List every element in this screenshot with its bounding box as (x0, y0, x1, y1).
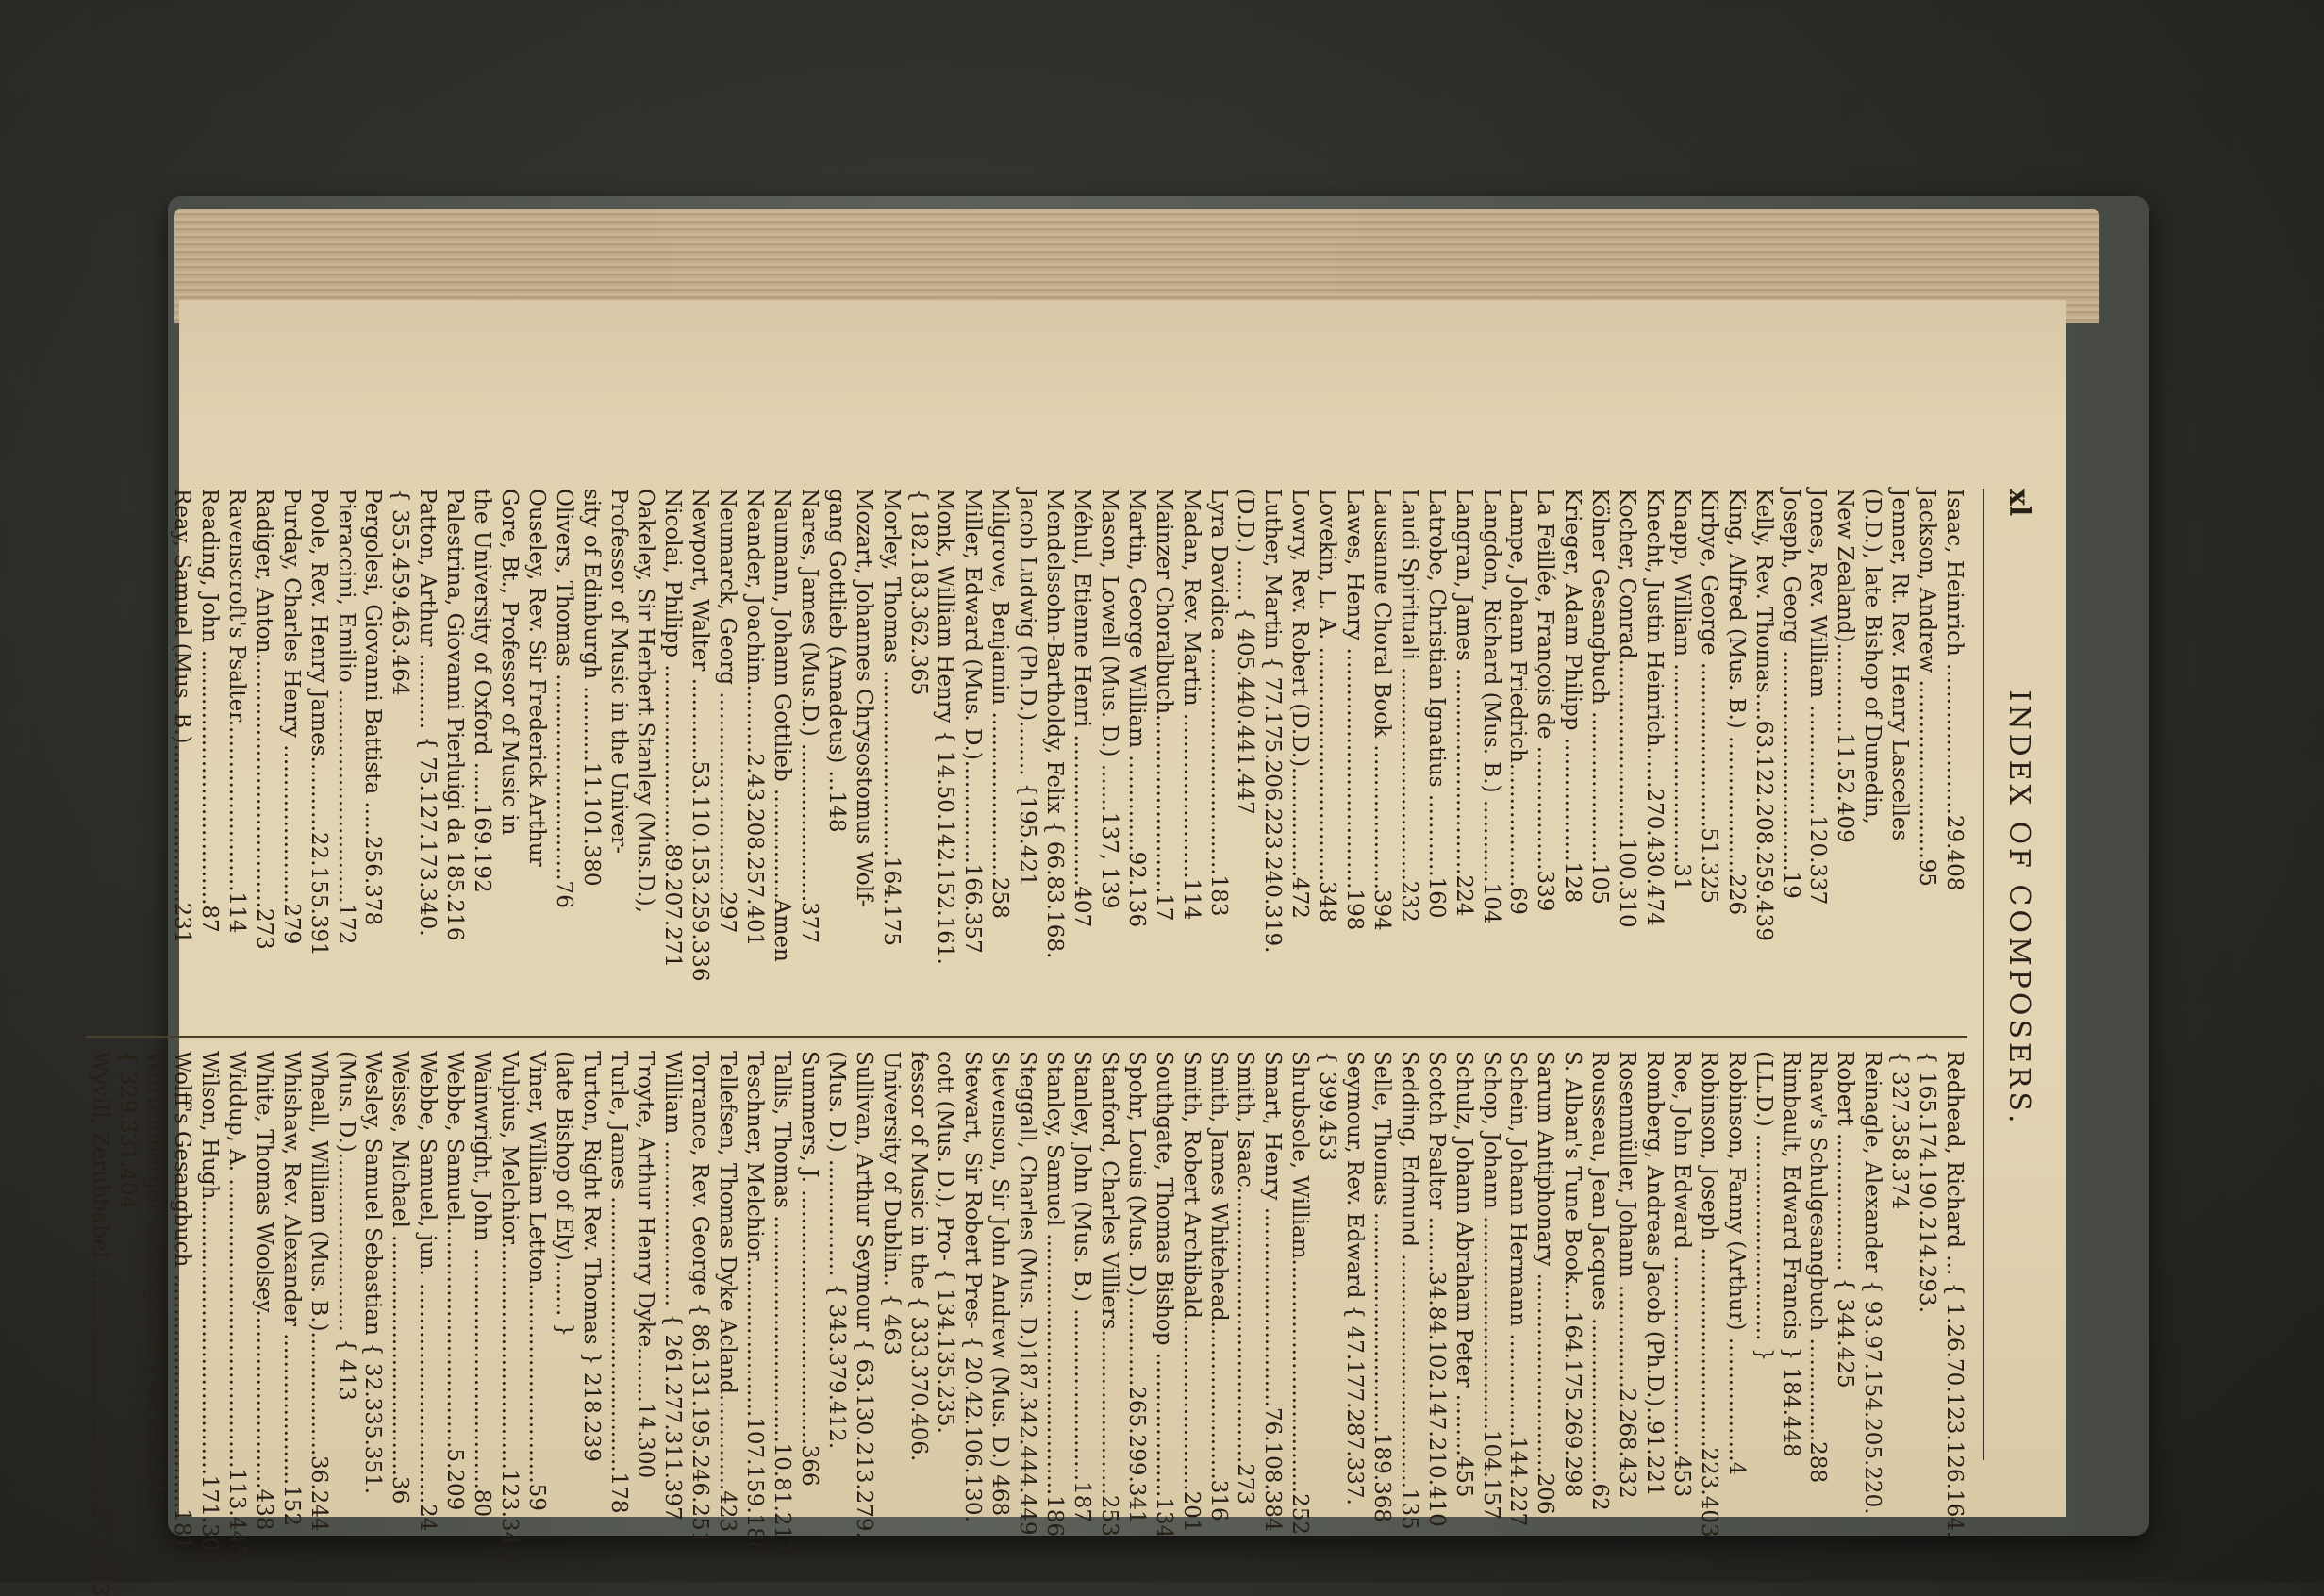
index-entry: Jackson, Andrew ..........................95 (1915, 489, 1940, 887)
index-entry: Whishaw, Rev. Alexander ......................152 (278, 1051, 304, 1526)
index-entry: gang Gottlieb (Amadeus) ...148 (823, 489, 849, 833)
book-page (88, 300, 2066, 1596)
index-entry: Nares, James (Mus.D.) .......................377 (796, 489, 822, 944)
index-entry: Reading, John .....................................87 (197, 489, 222, 933)
index-entry: Stevenson, Sir John Andrew (Mus. D.) 468 (988, 1051, 1013, 1517)
index-entry: Jenner, Rt. Rev. Henry Lascelles (1887, 489, 1913, 841)
index-entry: Southgate, Thomas Bishop .....................134 (1151, 1051, 1176, 1539)
index-entry: fessor of Music in the { 333.370.406. (905, 1051, 931, 1462)
index-entry: Viner, William Letton.............................59 (523, 1051, 549, 1511)
index-entry: cott (Mus. D.), Pro- { 134.135.235. (933, 1051, 958, 1434)
index-entry: Neander, Joachim..........2.43.208.257.401 (742, 489, 768, 947)
index-entry: Robert .................... { 344.425 (1833, 1051, 1858, 1388)
index-entry: Knapp, William .............................31 (1668, 489, 1694, 891)
index-entry: Tellefsen, Thomas Dyke Acland..............423 (715, 1051, 740, 1533)
page-number: xl (2002, 489, 2035, 517)
index-entry: Oakeley, Sir Herbert Stanley (Mus.D.), (633, 489, 658, 914)
index-entry: Ravenscroft's Psalter.........................114 (224, 489, 249, 934)
index-entry: Reay, Samuel (Mus. B.).......................231 (170, 489, 195, 944)
index-entry: { 182.183.362.365 (905, 489, 931, 696)
index-entry: Wesley, Samuel Sebastian { 32.335.351. (360, 1051, 386, 1495)
index-entry: White, Thomas Woolsey..........................438 (251, 1051, 276, 1531)
index-entry: King, Alfred (Mus. B.) ....................226 (1723, 489, 1749, 916)
index-entry: Latrobe, Christian Ignatius ............160 (1423, 489, 1449, 919)
index-entry: S. Alban's Tune Book....164.175.269.298 (1560, 1051, 1585, 1498)
index-entry: Pergolesi, Giovanni Battista .....256.378 (360, 489, 386, 926)
index-entry: University of Dublin.. { 463 (878, 1051, 904, 1355)
index-entry: Rimbault, Edward Francis } 184.448 (1778, 1051, 1803, 1457)
right-index-column (86, 1036, 1967, 1596)
index-entry: Rousseau, Jean Jacques ........................62 (1587, 1051, 1613, 1511)
index-entry: Teschner, Melchior.......................107.159.188 (742, 1051, 768, 1555)
index-entry: Morley, Thomas ...........................164.175 (878, 489, 904, 947)
index-entry: Smart, Henry .............................76.108.384 (1260, 1051, 1286, 1532)
index-entry: (Mus. D.).......................... { 413 (333, 1051, 358, 1401)
index-entry: Newport, Walter ............53.110.153.259.336 (688, 489, 713, 982)
index-entry: Wyvill, Zerubbabel ...................................373.433 (88, 1051, 113, 1596)
index-entry: Lovekin, L. A. ..................................348 (1315, 489, 1340, 923)
index-entry: Professor of Music in the Univer- (606, 489, 631, 854)
index-entry: { 165.174.190.214.293. (1915, 1051, 1940, 1313)
index-entry: Robinson, Joseph .............................223.403 (1696, 1051, 1721, 1538)
index-entry: Martin, George William ..............92.136 (1123, 489, 1149, 928)
index-entry: Schulz, Johann Abraham Peter .........455 (1451, 1051, 1476, 1498)
index-entry: Méhul, Etienne Henri ......................407 (1070, 489, 1094, 928)
index-entry: Shrubsole, William..................................252 (1287, 1051, 1313, 1535)
index-entry: William ........................ { 261.277.311.397 (660, 1051, 686, 1521)
index-entry: Reinagle, Alexander { 93.97.154.205.220. (1860, 1051, 1885, 1515)
index-entry: Wilson, Hugh........................................171.303 (197, 1051, 222, 1565)
index-entry: Kölner Gesangbuch ......................105 (1587, 489, 1613, 905)
index-entry: Rhaw's Schulgesangbuch ...............288 (1805, 1051, 1831, 1484)
index-entry: Wheall, William (Mus. B.)..................36.244 (306, 1051, 331, 1532)
index-entry: Poole, Rev. Henry James...........22.155.391 (306, 489, 331, 956)
index-entry: Nicolai, Philipp ..........................89.207.271 (660, 489, 686, 969)
left-index-column (168, 489, 1967, 1017)
index-entry: Luther, Martin { 77.175.206.223.240.319. (1260, 489, 1286, 954)
index-entry: Stanley, Samuel ......................................186 (1042, 1051, 1068, 1538)
index-entry: Naumann, Johann Gottlieb ................Amen (770, 489, 795, 962)
index-entry: Gore, Bt., Professor of Music in (496, 489, 522, 836)
index-entry: Smith, Robert Archibald.........................201 (1178, 1051, 1204, 1533)
index-entry: Mason, Lowell (Mus. D.) .......137, 139 (1096, 489, 1121, 909)
index-entry: Kocher, Conrad..........................100.310 (1615, 489, 1640, 928)
index-entry: Jacob Ludwig (Ph.D.)........ {195.421 (1015, 489, 1040, 887)
index-entry: Rosenmüller, Johann ...............2.268.432 (1615, 1051, 1640, 1499)
index-entry: Lowry, Rev. Robert (D.D.)................472 (1287, 489, 1313, 919)
index-entry: Smith, James Whitehead.......................316 (1205, 1051, 1231, 1521)
index-entry: { 355.459.463.464 (388, 489, 413, 696)
index-entry: Neumarck, Georg .............................297 (715, 489, 740, 934)
index-entry: Stewart, Sir Robert Pres- { 20.42.106.130. (960, 1051, 986, 1522)
index-entry: Madan, Rev. Martin ........................114 (1178, 489, 1204, 921)
index-entry: Kelly, Rev. Thomas....63.122.208.259.439 (1751, 489, 1776, 941)
index-entry: Lyra Davidica .................................183 (1205, 489, 1231, 917)
index-entry: Schein, Johann Hermann ...............144.227 (1505, 1051, 1531, 1527)
index-entry: Langdon, Richard (Mus. B.) ............104 (1478, 489, 1503, 924)
index-entry: (D.D.), late Bishop of Dunedin, (1860, 489, 1885, 824)
index-entry: Joseph, Georg ................................19 (1778, 489, 1803, 899)
index-entry: Steggall, Charles (Mus. D.)187.342.444.449 (1015, 1051, 1040, 1536)
index-entry: Scotch Psalter ........34.84.102.147.210.410 (1423, 1051, 1449, 1527)
index-entry: Knecht, Justin Heinrich......270.430.474 (1642, 489, 1668, 926)
page-title: INDEX OF COMPOSERS. (2002, 690, 2035, 1127)
index-entry: Würtemberger Gesangbuch { 60.236.242. (142, 1051, 168, 1515)
index-entry: the University of Oxford ......169.192 (470, 489, 495, 893)
index-entry: New Zealand).............11.52.409 (1833, 489, 1858, 843)
index-entry: Roe, John Edward .............................453 (1668, 1051, 1694, 1498)
index-entry: Laudi Spirituali ...............................232 (1396, 489, 1421, 923)
index-entry: Sullivan, Arthur Seymour { 63.130.213.279. (851, 1051, 876, 1538)
index-entry: Webbe, Samuel, jun. ................................24 (415, 1051, 440, 1532)
index-entry: Sarum Antiphonary .............................206 (1533, 1051, 1558, 1515)
index-entry: Jones, Rev. William ................120.337 (1805, 489, 1831, 906)
index-entry: Webbe, Samuel.................................5.209 (442, 1051, 468, 1511)
index-entry: Torrance, Rev. George { 86.131.195.246.251. (688, 1051, 713, 1552)
index-entry: Olivers, Thomas ..............................76 (551, 489, 576, 908)
index-entry: Mainzer Choralbuch..........................17 (1151, 489, 1176, 922)
index-entry: Pieraccini, Emilio ...............................172 (333, 489, 358, 945)
index-entry: Milgrove, Benjamin ........................258 (988, 489, 1013, 919)
index-entry: Turle, James ........................................178 (606, 1051, 631, 1514)
index-entry: Tallis, Thomas .................................10.81.217 (770, 1051, 795, 1554)
index-entry: Robinson, Fanny (Arthur) ..................4 (1723, 1051, 1749, 1476)
index-entry: Spohr, Louis (Mus. D.).............265.299.341 (1123, 1051, 1149, 1524)
index-entry: (Mus. D.) ................. { 343.379.412. (823, 1051, 849, 1450)
index-entry: { 327.358.374 (1887, 1051, 1913, 1210)
index-entry: Turton, Right Rev. Thomas } 218.239 (578, 1051, 604, 1462)
index-entry: Schop, Johann ...............................104.157 (1478, 1051, 1503, 1520)
header-rule (1983, 489, 1984, 1460)
index-entry: Vulpius, Melchior.................................123.343 (496, 1051, 522, 1559)
index-entry: Lausanne Choral Book .....................394 (1369, 489, 1394, 931)
index-entry: Kirbye, George ........................51.325 (1696, 489, 1721, 904)
index-entry: Sedding, Edmund ..................................135 (1396, 1051, 1421, 1530)
index-entry: Seymour, Rev. Edward { 47.177.287.337. (1342, 1051, 1368, 1505)
index-entry: Summers, J. .....................................366 (796, 1051, 822, 1487)
index-entry: (LL.D.) .............................. } (1751, 1051, 1776, 1362)
index-entry: Redhead, Richard ... { 1.26.70.123.126.164. (1942, 1051, 1967, 1538)
index-entry: Smith, Isaac........................................273 (1233, 1051, 1258, 1505)
index-entry: (late Bishop of Ely)........ } (551, 1051, 576, 1338)
index-entry: { 399.453 (1315, 1051, 1340, 1162)
index-entry: Romberg, Andreas Jacob (Ph.D.)..91.221 (1642, 1051, 1668, 1497)
index-entry: Isaac, Heinrich ......................29.408 (1942, 489, 1967, 891)
index-entry: Mozart, Johannes Chrysostomus Wolf- (851, 489, 876, 907)
index-entry: Wainwright, John ...................................80 (470, 1051, 495, 1518)
index-entry: Radiger, Anton.....................................273 (251, 489, 276, 950)
index-entry: Purday, Charles Henry .......................279 (278, 489, 304, 945)
index-entry: Patton, Arthur ........... { 75.127.173.340. (415, 489, 440, 937)
index-entry: Widdup, A. ..........................................113.445 (224, 1051, 249, 1558)
index-entry: Palestrina, Giovanni Pierluigi da 185.216 (442, 489, 468, 941)
index-entry: Mendelssohn-Bartholdy, Felix { 66.83.168. (1042, 489, 1068, 959)
index-entry: { 329.331.404 (115, 1051, 141, 1210)
index-entry: Ouseley, Rev. Sir Frederick Arthur (523, 489, 549, 867)
index-entry: Stanley, John (Mus. B.) .........................187 (1070, 1051, 1094, 1522)
index-entry: Lawes, Henry ...................................198 (1342, 489, 1368, 931)
index-entry: (D.D.) ...... { 405.440.441.447 (1233, 489, 1258, 815)
index-entry: Krieger, Adam Philipp ..................128 (1560, 489, 1585, 904)
index-entry: Weisse, Michael ...................................36 (388, 1051, 413, 1505)
index-entry: Miller, Edward (Mus. D.)...............166.357 (960, 489, 986, 954)
index-entry: sity of Edinburgh ...........11.101.380 (578, 489, 604, 887)
index-entry: Lampe, Johann Friedrich..................69 (1505, 489, 1531, 915)
index-entry: La Feillée, François de ..................339 (1533, 489, 1558, 912)
index-entry: Stanford, Charles Villiers........................253 (1096, 1051, 1121, 1537)
index-entry: Wolff's Gesangbuch ..................................181 (170, 1051, 195, 1551)
index-entry: Langran, James ..............................224 (1451, 489, 1476, 917)
index-entry: Troyte, Arthur Henry Dyke........14.300 (633, 1051, 658, 1479)
index-entry: Monk, William Henry { 14.50.142.152.161. (933, 489, 958, 965)
page-content (88, 300, 2066, 1596)
index-entry: Selle, Thomas ................................189.368 (1369, 1051, 1394, 1523)
